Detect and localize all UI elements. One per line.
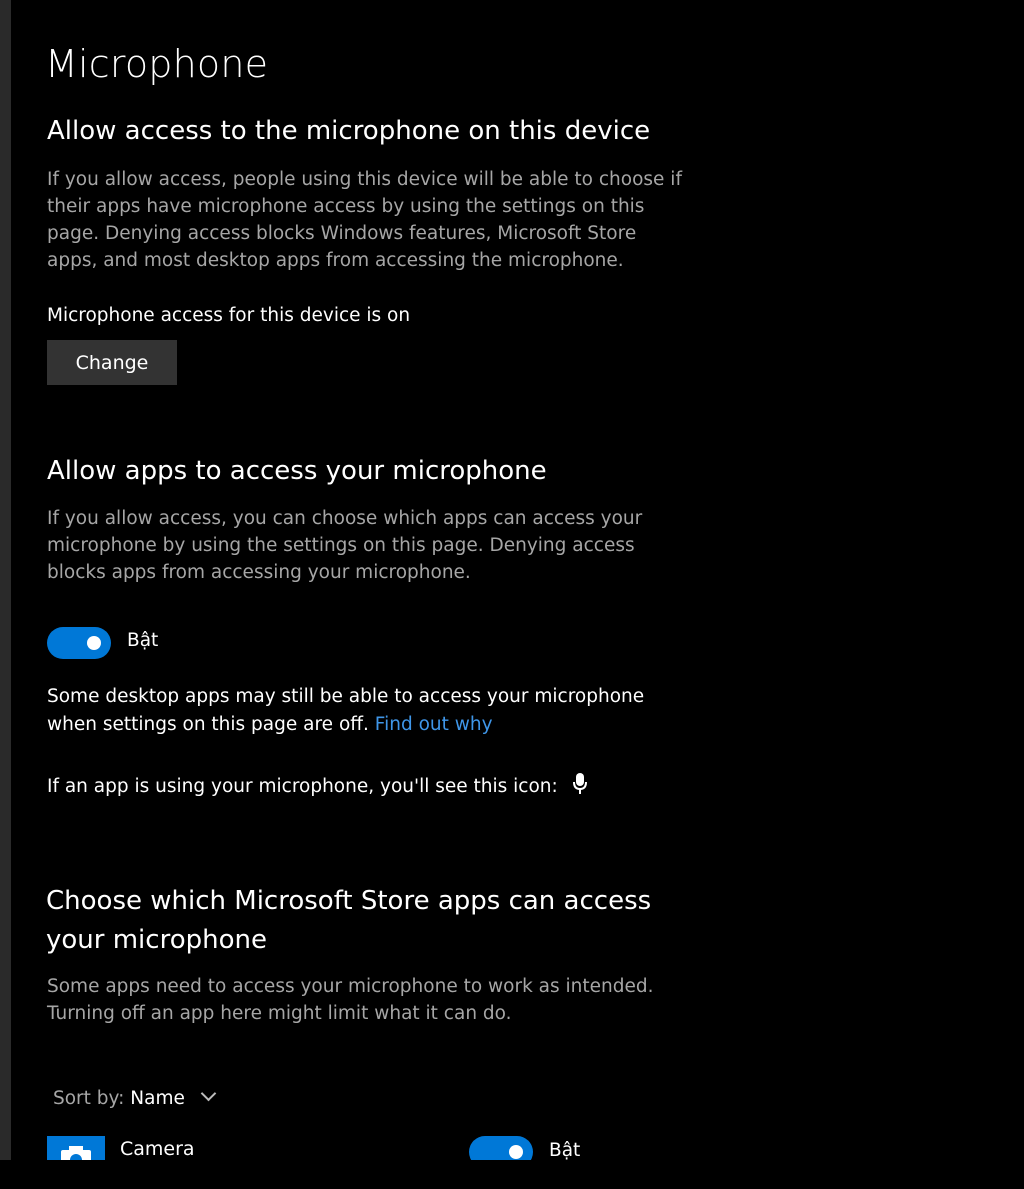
page-title: Microphone xyxy=(45,42,269,86)
sort-label: Sort by: xyxy=(53,1088,125,1109)
mic-icon-note-text: If an app is using your microphone, you'll see this icon: xyxy=(47,776,558,797)
mic-icon-note xyxy=(47,773,707,801)
sort-value: Name xyxy=(130,1088,185,1109)
camera-app-toggle-label: Bật xyxy=(549,1140,581,1160)
apps-access-description: If you allow access, you can choose which apps can access your microphone by using the settings on this page. Denying access blocks apps from accessing your microphone. xyxy=(47,508,643,583)
store-apps-heading-line2: your microphone xyxy=(46,925,267,955)
apps-access-toggle[interactable] xyxy=(47,627,111,659)
store-apps-heading-line1: Choose which Microsoft Store apps can access xyxy=(46,886,652,916)
apps-access-toggle-label: Bật xyxy=(127,630,159,651)
device-access-status: Microphone access for this device is on xyxy=(47,305,411,326)
sort-dropdown[interactable] xyxy=(53,1088,214,1109)
store-apps-description: Some apps need to access your microphone to work as intended. Turning off an app here might limit what it can do. xyxy=(47,976,654,1024)
chevron-down-icon xyxy=(200,1086,216,1102)
find-out-why-link[interactable]: Find out why xyxy=(374,714,493,735)
apps-access-heading: Allow apps to access your microphone xyxy=(47,456,547,486)
bottom-edge xyxy=(0,1160,1024,1189)
change-button[interactable]: Change xyxy=(47,340,177,385)
toggle-knob xyxy=(87,636,101,650)
toggle-knob xyxy=(509,1145,523,1159)
device-access-description: If you allow access, people using this device will be able to choose if their apps have microphone access by using the settings on this page. Denying access blocks Windows features, Microsoft Store apps, and most desktop apps from accessing the microphone. xyxy=(47,169,682,271)
device-access-heading: Allow access to the microphone on this device xyxy=(47,116,651,146)
camera-app-name: Camera xyxy=(120,1138,195,1160)
desktop-apps-note xyxy=(47,683,687,739)
desktop-apps-note-text: Some desktop apps may still be able to access your microphone when settings on this page are off. xyxy=(47,686,645,735)
microphone-icon xyxy=(572,773,588,795)
camera-app-toggle[interactable] xyxy=(469,1136,533,1160)
camera-icon xyxy=(47,1136,105,1160)
